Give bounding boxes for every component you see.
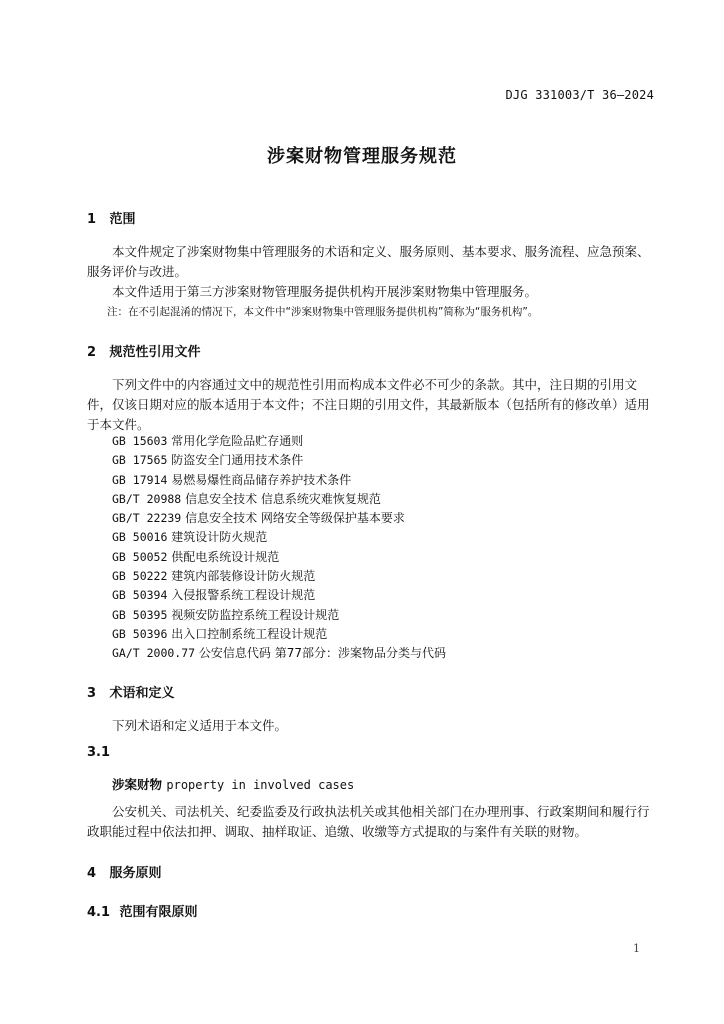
reference-name: 出入口控制系统工程设计规范 — [171, 626, 328, 641]
reference-code: GB/T 20988 — [112, 491, 182, 506]
reference-code: GB 50394 — [112, 588, 168, 603]
document-title: 涉案财物管理服务规范 — [267, 146, 457, 167]
reference-name: 信息安全技术 信息系统灾难恢复规范 — [185, 491, 381, 506]
reference-item — [112, 490, 446, 509]
reference-item — [112, 509, 446, 528]
term-number: 3.1 — [87, 745, 111, 760]
section-1-note: 注：在不引起混淆的情况下，本文件中“涉案财物集中管理服务提供机构”简称为“服务机构”。 — [107, 306, 539, 318]
reference-item — [112, 567, 446, 586]
section-2-paragraph-1: 下列文件中的内容通过文中的规范性引用而构成本文件必不可少的条款。其中，注日期的引用文件，仅该日期对应的版本适用于本文件；不注日期的引用文件，其最新版本（包括所有的修改单）适用于本文件。 — [87, 377, 650, 432]
reference-item — [112, 471, 446, 490]
section-title: 规范性引用文件 — [109, 345, 201, 360]
reference-item — [112, 548, 446, 567]
subsection-title: 范围有限原则 — [119, 905, 198, 920]
section-number: 4 — [87, 866, 97, 881]
reference-code: GB 17914 — [112, 472, 168, 487]
reference-code: GB 50052 — [112, 549, 168, 564]
reference-name: 防盗安全门通用技术条件 — [171, 453, 304, 468]
reference-name: 建筑内部装修设计防火规范 — [171, 569, 316, 584]
reference-item — [112, 451, 446, 470]
section-3-heading — [87, 682, 175, 701]
reference-code: GB 15603 — [112, 434, 168, 448]
term-name — [112, 775, 354, 793]
reference-name: 常用化学危险品贮存通则 — [171, 434, 304, 448]
reference-name: 视频安防监控系统工程设计规范 — [171, 607, 340, 622]
subsection-number: 4.1 — [87, 905, 111, 920]
section-number: 3 — [87, 686, 97, 701]
standard-code: DJG 331003/T 36—2024 — [505, 88, 654, 102]
reference-code: GA/T 2000.77 — [112, 646, 196, 661]
section-4-heading — [87, 862, 162, 881]
term-name-zh: 涉案财物 — [112, 777, 163, 792]
section-1-heading — [87, 208, 136, 227]
reference-name: 供配电系统设计规范 — [171, 549, 280, 564]
subsection-4-1-heading — [87, 901, 198, 920]
reference-item — [112, 528, 446, 547]
section-3-paragraph-1: 下列术语和定义适用于本文件。 — [112, 718, 288, 733]
section-1-paragraph-2: 本文件适用于第三方涉案财物管理服务提供机构开展涉案财物集中管理服务。 — [112, 284, 538, 299]
section-title: 术语和定义 — [109, 686, 175, 701]
reference-item — [112, 586, 446, 605]
reference-code: GB 50016 — [112, 530, 168, 545]
reference-item — [112, 432, 446, 451]
reference-name: 入侵报警系统工程设计规范 — [171, 588, 316, 603]
reference-name: 信息安全技术 网络安全等级保护基本要求 — [185, 511, 405, 526]
section-2-heading — [87, 341, 201, 360]
section-title: 范围 — [109, 212, 136, 227]
reference-name: 易燃易爆性商品储存养护技术条件 — [171, 472, 352, 487]
reference-item — [112, 644, 446, 663]
section-number: 1 — [87, 212, 97, 227]
reference-code: GB/T 22239 — [112, 511, 182, 526]
section-1-paragraph-1: 本文件规定了涉案财物集中管理服务的术语和定义、服务原则、基本要求、服务流程、应急预案、服务评价与改进。 — [87, 244, 650, 279]
reference-code: GB 50396 — [112, 626, 168, 641]
reference-item — [112, 625, 446, 644]
section-title: 服务原则 — [109, 866, 162, 881]
reference-item — [112, 606, 446, 625]
reference-name: 公安信息代码 第77部分：涉案物品分类与代码 — [198, 646, 447, 661]
normative-references-list — [112, 432, 446, 664]
page-number: 1 — [633, 942, 640, 955]
reference-code: GB 50395 — [112, 607, 168, 622]
term-name-en: property in involved cases — [166, 778, 355, 792]
section-number: 2 — [87, 345, 97, 360]
reference-code: GB 50222 — [112, 569, 168, 584]
term-definition: 公安机关、司法机关、纪委监委及行政执法机关或其他相关部门在办理刑事、行政案期间和履行行政职能过程中依法扣押、调取、抽样取证、追缴、收缴等方式提取的与案件有关联的财物。 — [87, 804, 650, 839]
reference-name: 建筑设计防火规范 — [171, 530, 268, 545]
reference-code: GB 17565 — [112, 453, 168, 468]
